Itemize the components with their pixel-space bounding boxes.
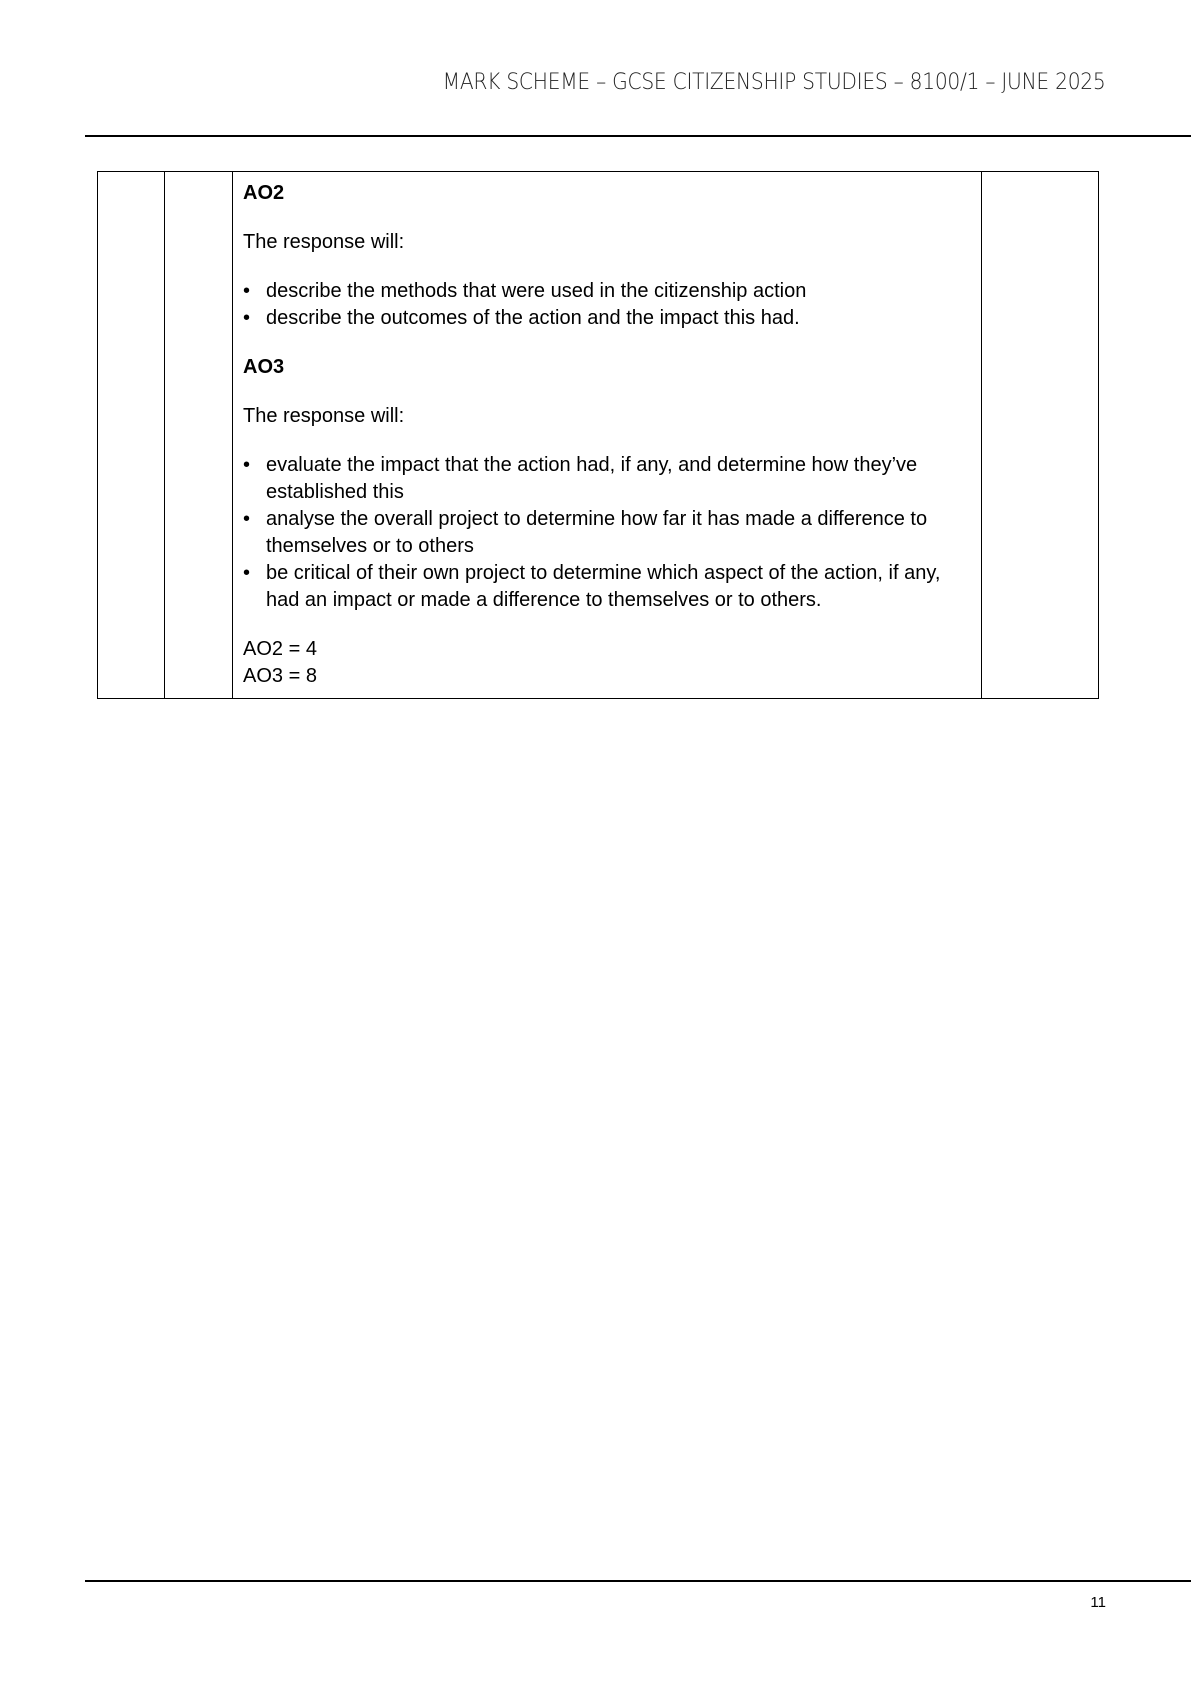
ao2-heading: AO2 [243,182,285,204]
header-rule [85,135,1191,137]
page-header: MARK SCHEME – GCSE CITIZENSHIP STUDIES – 8100/1 – JUNE 2025 [443,70,1106,95]
ao3-intro: The response will: [243,405,405,427]
list-item: • be critical of their own project to determine which aspect of the action, if any, had an impact or made a difference to themselves or to others. [243,560,971,614]
ao3-bullet-list [243,452,971,614]
list-item: • describe the methods that were used in the citizenship action [243,278,971,305]
ao2-marks: AO2 = 4 [243,638,317,660]
list-item: • analyse the overall project to determine how far it has made a difference to themselves or to others [243,506,971,560]
list-item: • evaluate the impact that the action had, if any, and determine how they’ve established this [243,452,971,506]
marks-cell [982,172,1099,699]
page-number: 11 [1090,1594,1106,1611]
list-item: • describe the outcomes of the action and the impact this had. [243,305,971,332]
part-cell [165,172,233,699]
mark-scheme-table [97,171,1099,699]
footer-rule [85,1580,1191,1582]
ao3-heading: AO3 [243,356,285,378]
guidance-cell [233,172,982,699]
ao2-intro: The response will: [243,231,405,253]
ao2-bullet-list [243,278,971,332]
ao3-marks: AO3 = 8 [243,665,317,687]
question-cell [98,172,165,699]
table-row [98,172,1099,699]
